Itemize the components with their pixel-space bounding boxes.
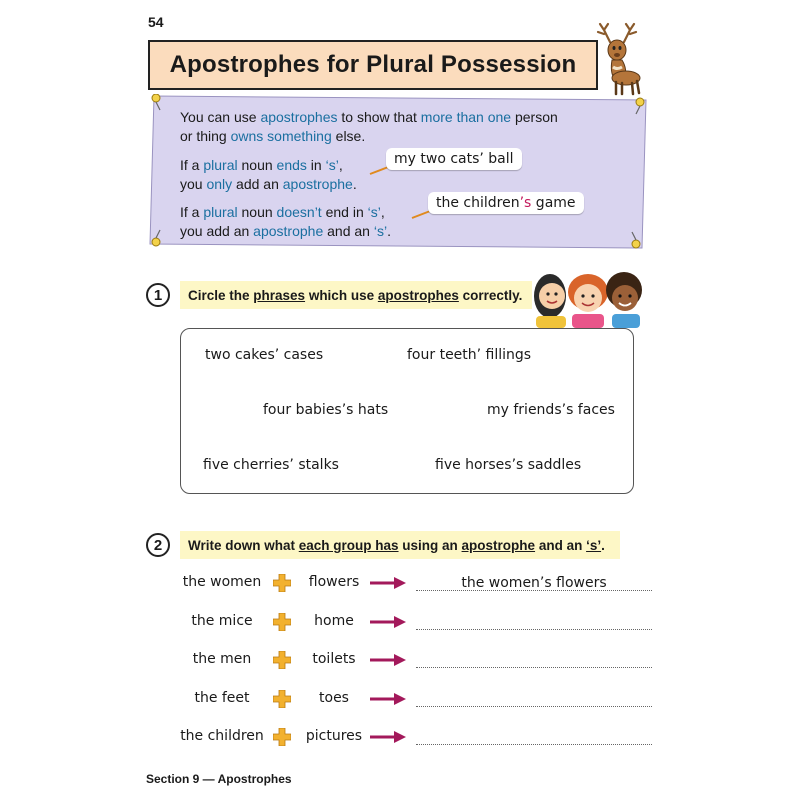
phrase-box <box>180 328 634 494</box>
instruction-segment: using an <box>398 537 462 553</box>
text-segment: You can use <box>180 109 261 125</box>
text-segment: plural <box>203 204 238 220</box>
answer-line[interactable] <box>416 667 652 668</box>
text-segment: noun <box>237 204 277 220</box>
text-segment: apostrophe <box>253 223 324 239</box>
footer-section-label: Section 9 — Apostrophes <box>146 772 292 786</box>
answer-line[interactable] <box>416 706 652 707</box>
rule-2-line-2 <box>180 222 391 241</box>
intro-line-2 <box>180 127 365 146</box>
answer-line[interactable] <box>416 629 652 630</box>
text-segment: , <box>380 204 385 220</box>
page-title: Apostrophes for Plural Possession <box>169 51 577 78</box>
example-cats-ball: my two cats’ ball <box>386 148 522 170</box>
text-segment: in <box>306 157 326 173</box>
row-owner: the feet <box>194 689 250 706</box>
instruction-segment: and an <box>535 537 587 553</box>
row-owner: the mice <box>191 612 253 629</box>
answer-text: the women’s flowers <box>461 575 607 591</box>
phrase-option[interactable]: two cakes’ cases <box>205 347 324 363</box>
text-segment: more than one <box>420 109 512 125</box>
text-segment: add an <box>232 176 283 192</box>
text-segment: doesn’t <box>276 204 322 220</box>
text-segment: . <box>352 176 357 192</box>
text-segment: only <box>206 176 233 192</box>
row-item: pictures <box>305 728 363 744</box>
text-segment: , <box>338 157 343 173</box>
text-segment: and an <box>323 223 374 239</box>
instruction-segment: ‘s’ <box>586 537 602 553</box>
row-item: toes <box>319 689 349 706</box>
rule-2-line-1 <box>180 203 385 222</box>
arrow-right-icon <box>370 692 406 706</box>
text-segment: noun <box>237 157 277 173</box>
info-panel <box>146 94 650 252</box>
intro-line-1 <box>180 108 558 127</box>
text-segment: you <box>180 176 207 192</box>
instruction-segment: Circle the <box>188 287 254 303</box>
children-illustration <box>528 268 648 328</box>
question-2-instruction <box>180 531 620 559</box>
phrase-option[interactable]: four teeth’ fillings <box>407 347 532 363</box>
row-item: toilets <box>312 651 356 667</box>
phrase-option[interactable]: my friends’s faces <box>487 402 615 418</box>
rule-1-line-2 <box>180 175 357 194</box>
text-segment: to show that <box>337 109 421 125</box>
answer-line[interactable] <box>416 744 652 745</box>
example-childrens-game: the children’s game <box>428 192 584 214</box>
row-owner: the men <box>192 651 252 667</box>
rule-1-line-1 <box>180 156 343 175</box>
arrow-right-icon <box>370 576 406 590</box>
question-1-number: 1 <box>146 283 170 307</box>
text-segment: person <box>511 109 558 125</box>
row-item: flowers <box>308 574 360 590</box>
text-segment: owns something <box>230 128 332 144</box>
text-segment: If a <box>180 157 204 173</box>
text-segment: plural <box>203 157 238 173</box>
instruction-segment: correctly. <box>458 287 523 303</box>
instruction-segment: apostrophe <box>461 537 536 553</box>
text-segment: ‘s’ <box>367 204 381 220</box>
text-segment: or thing <box>180 128 231 144</box>
text-segment: apostrophe <box>282 176 353 192</box>
row-item: home <box>314 612 354 629</box>
instruction-segment: Write down what <box>188 537 299 553</box>
instruction-segment: apostrophes <box>377 287 459 303</box>
phrase-option[interactable]: five horses’s saddles <box>435 457 582 473</box>
arrow-right-icon <box>370 730 406 744</box>
title-banner <box>148 40 598 90</box>
instruction-segment: phrases <box>253 287 306 303</box>
phrase-option[interactable]: five cherries’ stalks <box>203 457 339 473</box>
text-segment: you add an <box>180 223 254 239</box>
instruction-segment: which use <box>305 287 378 303</box>
text-segment: else. <box>331 128 366 144</box>
page-number: 54 <box>148 14 164 30</box>
text-segment: ends <box>276 157 307 173</box>
reindeer-illustration <box>590 22 650 96</box>
text-segment: If a <box>180 204 204 220</box>
text-segment: . <box>387 223 391 239</box>
arrow-right-icon <box>370 653 406 667</box>
phrase-option[interactable]: four babies’s hats <box>263 402 389 418</box>
text-segment: ‘s’ <box>325 157 339 173</box>
question-2-number: 2 <box>146 533 170 557</box>
arrow-right-icon <box>370 615 406 629</box>
instruction-segment: . <box>601 537 605 553</box>
text-segment: apostrophes <box>260 109 338 125</box>
text-segment: end in <box>321 204 368 220</box>
row-owner: the children <box>180 728 264 744</box>
question-1-instruction <box>180 281 532 309</box>
text-segment: ‘s’ <box>373 223 388 239</box>
row-owner: the women <box>182 574 262 590</box>
instruction-segment: each group has <box>298 537 399 553</box>
